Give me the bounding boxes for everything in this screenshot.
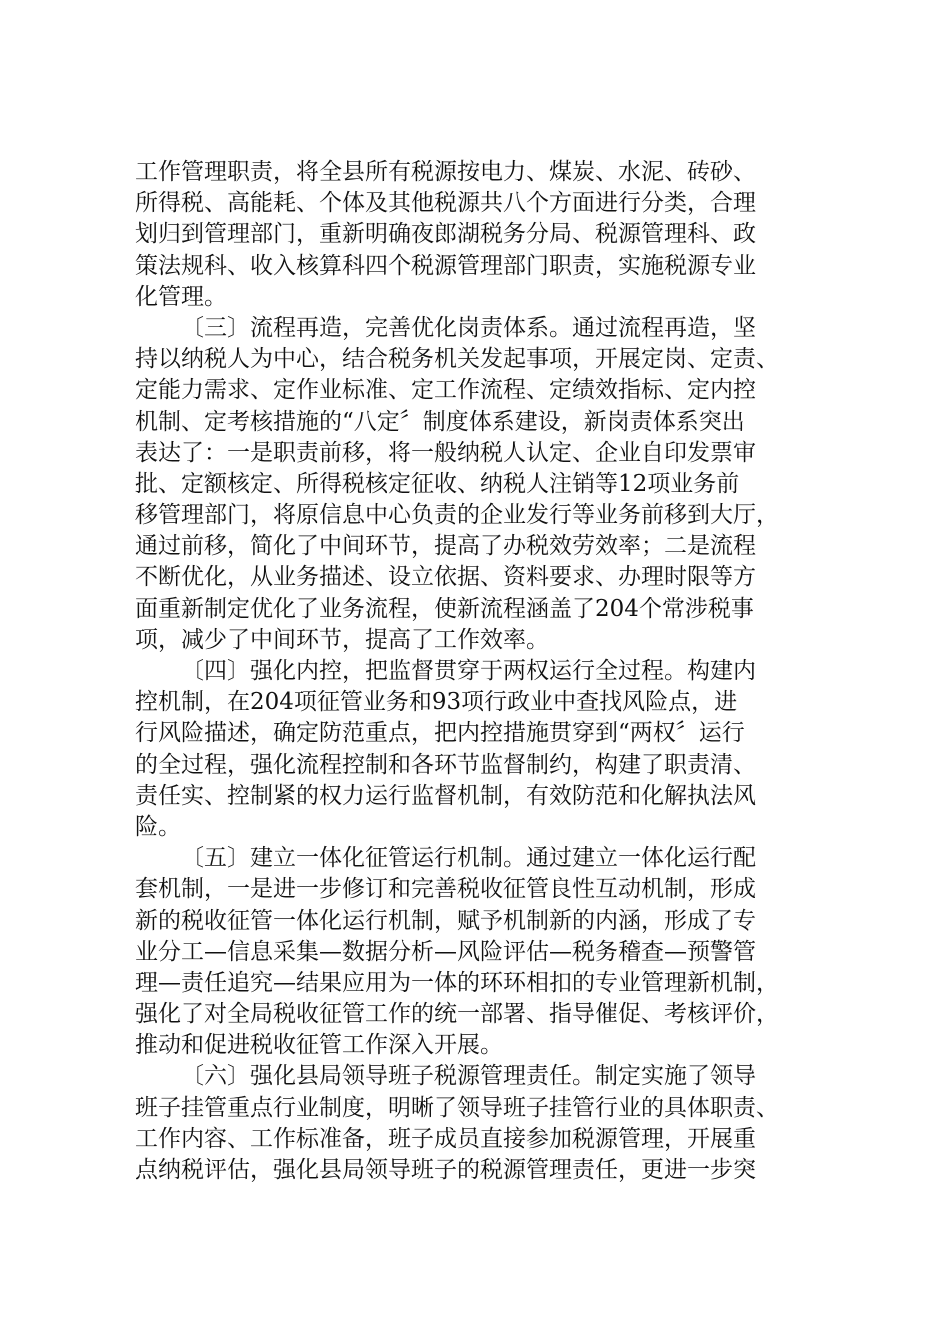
text-line: 批、定额核定、所得税核定征收、纳税人注销等12项业务前 <box>135 470 740 497</box>
body-text <box>135 157 835 1186</box>
paragraph-heading-4: 〔四〕强化内控，把监督贯穿于两权运行全过程。构建内 <box>181 658 756 684</box>
text-line: 推动和促进税收征管工作深入开展。 <box>135 1032 503 1059</box>
text-line: 持以纳税人为中心，结合税务机关发起事项，开展定岗、定责、 <box>135 346 779 373</box>
text-line: 点纳税评估，强化县局领导班子的税源管理责任，更进一步突 <box>135 1157 756 1183</box>
text-line: 表达了：一是职责前移，将一般纳税人认定、企业自印发票审 <box>135 439 756 466</box>
text-line: 机制、定考核措施的“八定〞制度体系建设，新岗责体系突出 <box>135 408 745 435</box>
paragraph-heading-3: 〔三〕流程再造，完善优化岗责体系。通过流程再造，坚 <box>181 314 756 341</box>
text-line: 工作内容、工作标准备，班子成员直接参加税源管理，开展重 <box>135 1125 756 1152</box>
text-line: 班子挂管重点行业制度，明晰了领导班子挂管行业的具体职责、 <box>135 1094 779 1121</box>
text-line: 定能力需求、定作业标准、定工作流程、定绩效指标、定内控 <box>135 377 756 404</box>
text-line: 控机制，在204项征管业务和93项行政业中查找风险点，进 <box>135 689 738 716</box>
text-line: 业分工—信息采集—数据分析—风险评估—税务稽查—预警管 <box>135 938 756 965</box>
text-line: 强化了对全局税收征管工作的统一部署、指导催促、考核评价， <box>135 1001 779 1028</box>
text-line: 面重新制定优化了业务流程，使新流程涵盖了204个常涉税事 <box>135 595 754 622</box>
paragraph-heading-6: 〔六〕强化县局领导班子税源管理责任。制定实施了领导 <box>181 1063 756 1090</box>
text-line: 所得税、高能耗、个体及其他税源共八个方面进行分类，合理 <box>135 190 756 217</box>
paragraph-heading-5: 〔五〕建立一体化征管运行机制。通过建立一体化运行配 <box>181 845 756 872</box>
text-line: 通过前移，简化了中间环节，提高了办税效劳效率；二是流程 <box>135 533 756 560</box>
text-line: 划归到管理部门，重新明确夜郎湖税务分局、税源管理科、政 <box>135 221 756 248</box>
text-line: 险。 <box>135 813 181 840</box>
text-line: 新的税收征管一体化运行机制，赋予机制新的内涵，形成了专 <box>135 907 756 934</box>
text-line: 不断优化，从业务描述、设立依据、资料要求、办理时限等方 <box>135 564 756 591</box>
text-line: 项，减少了中间环节，提高了工作效率。 <box>135 626 549 653</box>
text-line: 套机制，一是进一步修订和完善税收征管良性互动机制，形成 <box>135 876 756 903</box>
text-line: 移管理部门，将原信息中心负责的企业发行等业务前移到大厅， <box>135 502 779 529</box>
text-line: 行风险描述，确定防范重点，把内控措施贯穿到“两权〞运行 <box>135 720 745 747</box>
text-line: 策法规科、收入核算科四个税源管理部门职责，实施税源专业 <box>135 252 756 279</box>
text-line: 工作管理职责，将全县所有税源按电力、煤炭、水泥、砖砂、 <box>135 159 756 185</box>
text-line: 理—责任追究—结果应用为一体的环环相扣的专业管理新机制， <box>135 969 779 996</box>
text-line: 的全过程，强化流程控制和各环节监督制约，构建了职责清、 <box>135 751 756 778</box>
text-line: 责任实、控制紧的权力运行监督机制，有效防范和化解执法风 <box>135 782 756 809</box>
text-line: 化管理。 <box>135 283 227 310</box>
